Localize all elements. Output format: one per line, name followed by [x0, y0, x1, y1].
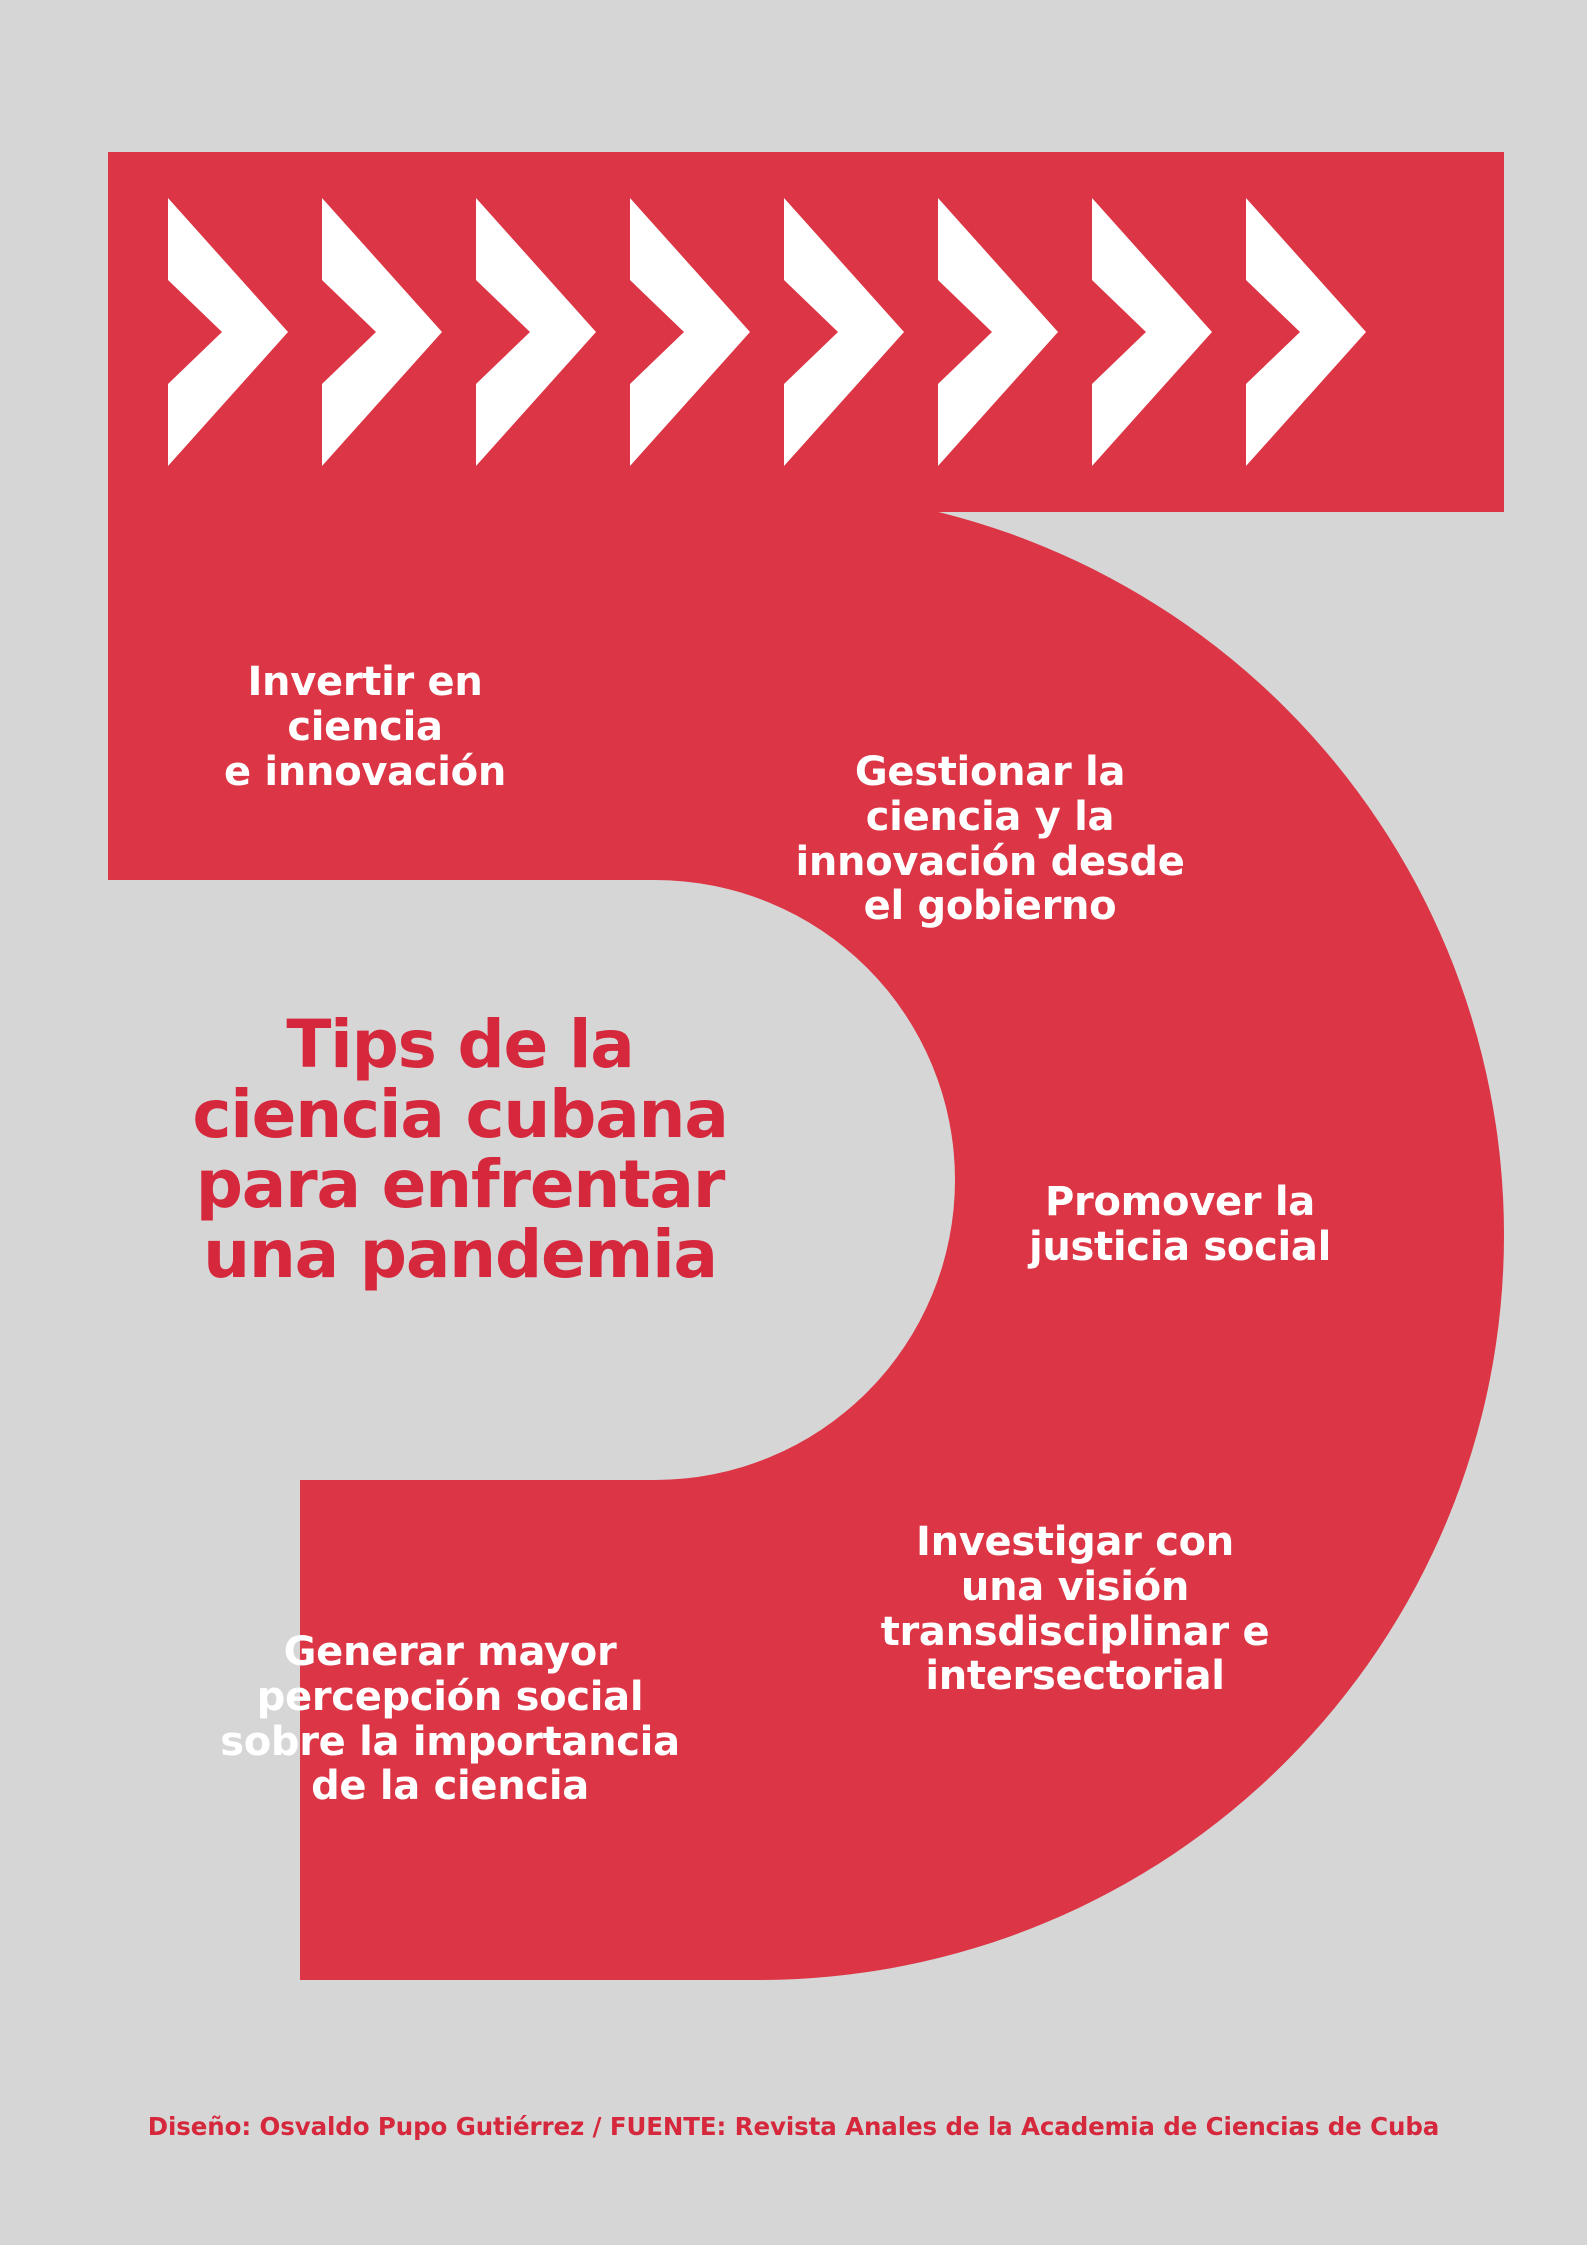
- tip-line: Invertir en: [247, 659, 483, 705]
- tip-line: una visión: [960, 1563, 1190, 1610]
- tip-invertir-en-ciencia: [150, 660, 580, 794]
- page-title: [100, 1006, 820, 1293]
- tip-line: justicia social: [1028, 1223, 1332, 1270]
- tip-line: el gobierno: [863, 883, 1117, 930]
- tip-line: Promover la: [1045, 1179, 1315, 1225]
- chevron-right-icon: [622, 198, 776, 466]
- chevron-right-icon: [1238, 198, 1392, 466]
- number-five-tail-cut-2: [0, 1350, 20, 1590]
- headline-line-1: Tips de la: [286, 1006, 634, 1083]
- tip-line: intersectorial: [925, 1653, 1225, 1700]
- chevron-right-icon: [776, 198, 930, 466]
- tip-line: ciencia y la: [865, 793, 1115, 840]
- tip-investigar-vision-transdisciplinar: [810, 1520, 1340, 1699]
- headline-line-2: ciencia cubana: [192, 1075, 728, 1153]
- tip-line: ciencia: [287, 703, 443, 750]
- headline-line-3: para enfrentar: [195, 1145, 725, 1223]
- chevron-right-icon: [314, 198, 468, 466]
- tip-promover-justicia-social: [960, 1180, 1400, 1270]
- tip-line: e innovación: [223, 748, 507, 795]
- tip-line: Investigar con: [916, 1519, 1234, 1565]
- tip-line: Gestionar la: [854, 749, 1126, 795]
- chevron-right-icon: [160, 198, 314, 466]
- tip-line: Generar mayor: [283, 1629, 617, 1675]
- tip-line: transdisciplinar e: [880, 1608, 1270, 1655]
- credit-line: Diseño: Osvaldo Pupo Gutiérrez / FUENTE: Revista Anales de la Academia de Ciencias de Cuba: [147, 2112, 1440, 2141]
- tip-line: innovación desde: [795, 838, 1185, 885]
- chevron-row: [160, 196, 1460, 468]
- tip-line: de la ciencia: [311, 1763, 589, 1810]
- tip-line: sobre la importancia: [220, 1718, 680, 1765]
- tip-gestionar-la-ciencia: [730, 750, 1250, 929]
- number-five-notch: [578, 500, 838, 560]
- tip-generar-percepcion-social: [150, 1630, 750, 1809]
- chevron-right-icon: [930, 198, 1084, 466]
- headline-line-4: una pandemia: [203, 1215, 717, 1293]
- tip-line: percepción social: [256, 1673, 644, 1720]
- chevron-right-icon: [1084, 198, 1238, 466]
- chevron-right-icon: [468, 198, 622, 466]
